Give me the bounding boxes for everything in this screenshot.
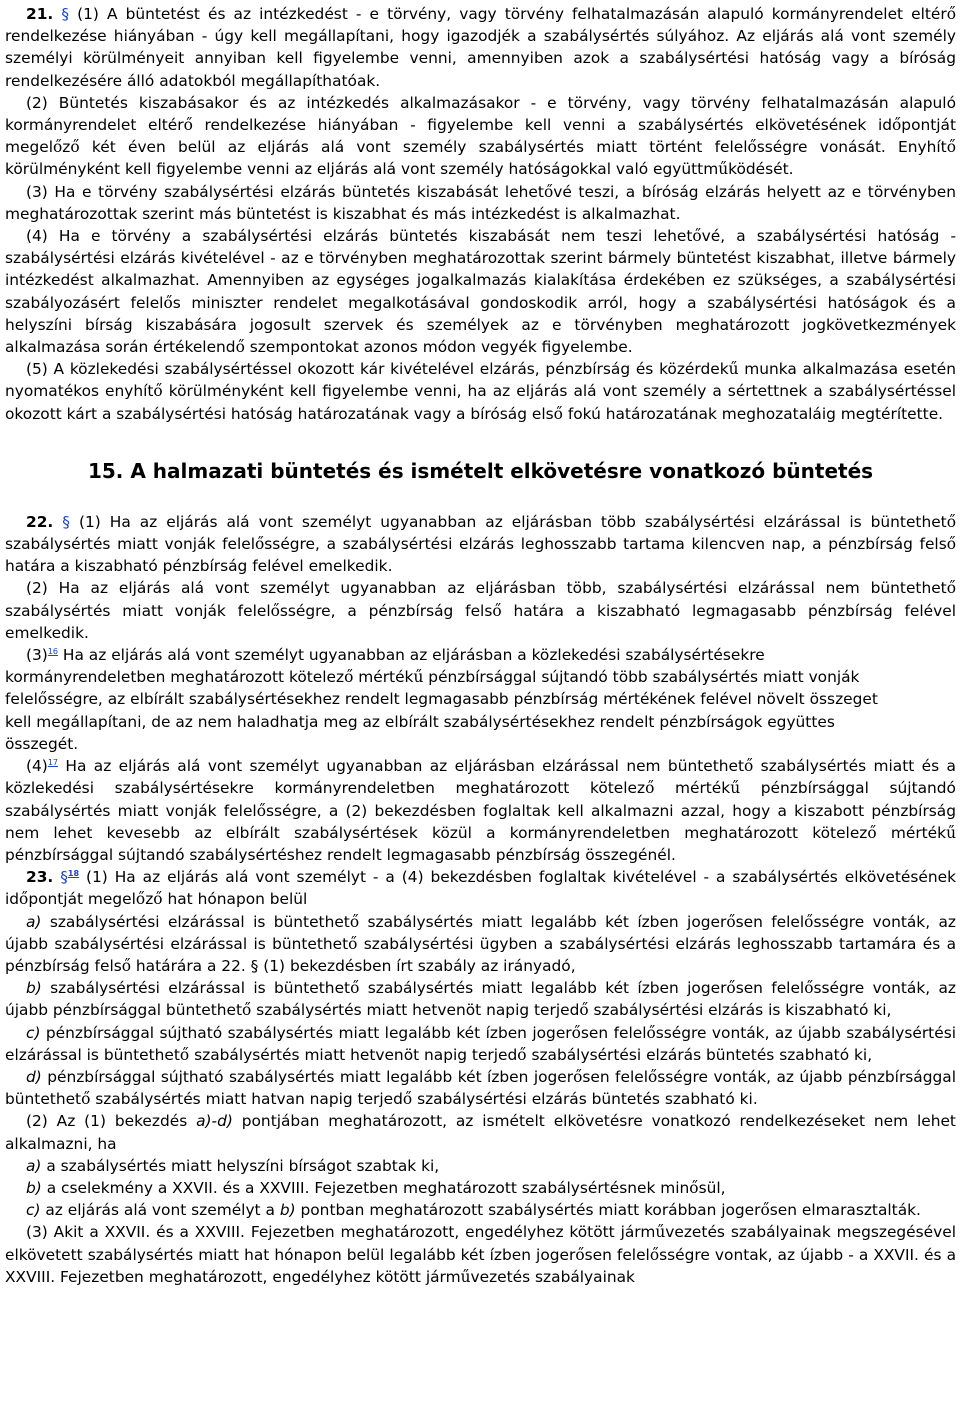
footnote-ref-link[interactable]: 16 [47, 646, 58, 656]
item-letter: c) [26, 1023, 41, 1042]
list-item-a [5, 1155, 956, 1177]
item-letter: d) [26, 1067, 42, 1086]
list-item-b [5, 1177, 956, 1199]
item-letter: c) [26, 1201, 41, 1220]
section-23-paragraph-1 [5, 866, 956, 910]
point-reference: b) [279, 1201, 296, 1220]
section-23-paragraph-2 [5, 1110, 956, 1154]
item-text: szabálysértési elzárással is büntethető szabálysértés miatt legalább két ízben jogerősen felelősségre vonták, az újabb szabálysértési elzárással is büntethető szabálysértési ügyben a szabálysértési elzárás leghosszabb tartamára és a pénzbírság felső határára a 22. § (1) bekezdésben írt szabály az irányadó, [5, 912, 957, 975]
section-22-paragraph-4 [5, 755, 956, 866]
point-reference: a)-d) [196, 1112, 233, 1131]
item-letter: a) [26, 1156, 42, 1175]
list-item-d [5, 1066, 956, 1110]
item-letter: b) [26, 979, 42, 998]
section-21-paragraph-2: (2) Büntetés kiszabásakor és az intézkedés alkalmazásakor - e törvény, vagy törvény felhatalmazásán alapuló kormányrendelet eltérő rendelkezése hiányában - figyelembe kell venni a szabálysértés elkövetésének időpontját megelőző két éven belül az eljárás alá vont személy szabálysértés miatt történt felelősségre vonását. Enyhítő körülményként kell figyelembe venni az eljárás alá vont személy hatóságokkal való együttműködését. [5, 93, 957, 179]
list-item-c [5, 1022, 956, 1066]
list-item-c [5, 1199, 956, 1221]
section-21-number: 21. [26, 5, 54, 23]
item-text: szabálysértési elzárással is büntethető szabálysértés miatt legalább két ízben jogerősen felelősségre vonták, az újabb pénzbírsággal büntethető szabálysértés miatt hetvenöt napig terjedő szabálysértési elzárás is kiszabható ki, [5, 979, 956, 1020]
paragraph-label: (4) [26, 757, 48, 776]
section-21-paragraph-5: (5) A közlekedési szabálysértéssel okozott kár kivételével elzárás, pénzbírság és közérdekű munka alkalmazása esetén nyomatékos enyhítő körülményként kell figyelembe venni, ha az eljárás alá vont személy a sértettnek a szabálysértéssel okozott kárt a szabálysértési hatóság határozatának vagy a bíróság első fokú határozatának meghozataláig megtérítette. [5, 360, 956, 423]
item-letter: a) [26, 912, 42, 931]
list-item-b [5, 977, 956, 1021]
paragraph-text: Ha az eljárás alá vont személyt ugyanabban az eljárásban a közlekedési szabálysértésekre [62, 646, 765, 665]
item-text: az eljárás alá vont személyt a [45, 1201, 275, 1220]
section-23-paragraph-3: (3) Akit a XXVII. és a XXVIII. Fejezetben meghatározott, engedélyhez kötött járművezetés szabályainak megszegésével elkövetett szabálysértés miatt hat hónapon belül legalább két ízben jogerősen felelősségre vontak, az újabb - a XXVII. és a XXVIII. Fejezetben meghatározott, engedélyhez kötött járművezetés szabályainak [5, 1223, 957, 1286]
section-22-paragraph-1 [5, 511, 956, 578]
section-22-paragraph-3-line-3: felelősségre, az elbírált szabálysértésekhez rendelt legmagasabb pénzbírság mértékének felével növelt összeget [5, 690, 878, 709]
section-22-paragraph-3-line-4: kell megállapítani, de az nem haladhatja meg az elbírált szabálysértésekhez rendelt pénzbírságok együttes [5, 712, 835, 731]
section-22-paragraph-3-line-2: kormányrendeletben meghatározott kötelező mértékű pénzbírsággal sújtandó több szabálysértés miatt vonják [5, 668, 860, 687]
section-21-text-1: (1) A büntetést és az intézkedést - e törvény, vagy törvény felhatalmazásán alapuló kormányrendelet eltérő rendelkezése hiányában - úgy kell megállapítani, hogy igazodjék a szabálysértés súlyához. Az eljárás alá vont személy személyi körülményeit annyiban kell figyelembe venni, amennyiben azok a szabálysértési hatóság vagy a bíróság rendelkezésére álló adatokból megállapíthatóak. [5, 5, 956, 90]
section-22-paragraph-2: (2) Ha az eljárás alá vont személyt ugyanabban az eljárásban több, szabálysértési elzárással nem büntethető szabálysértés miatt vonják felelősségre, a pénzbírság felső határa a kiszabható legmagasabb pénzbírság felével emelkedik. [5, 579, 956, 642]
section-22-text-1: (1) Ha az eljárás alá vont személyt ugyanabban az eljárásban több szabálysértési elzárással is büntethető szabálysértés miatt vonják felelősségre, a szabálysértési elzárás leghosszabb tartama kilencven nap, a pénzbírság felső határa a kiszabható pénzbírság felével emelkedik. [5, 512, 957, 576]
item-text: a cselekmény a XXVII. és a XXVIII. Fejezetben meghatározott szabálysértésnek minősül, [46, 1178, 726, 1197]
item-text: pontban meghatározott szabálysértés miatt korábban jogerősen elmarasztalták. [300, 1201, 921, 1220]
item-text: pénzbírsággal sújtható szabálysértés miatt legalább két ízben jogerősen felelősségre vonták, az újabb pénzbírsággal büntethető szabálysértés miatt hatvan napig terjedő szabálysértési elzárás büntetés szabható ki. [5, 1067, 956, 1109]
section-23-text-1: (1) Ha az eljárás alá vont személyt - a (4) bekezdésben foglaltak kivételével - a szabálysértés elkövetésének időpontját megelőző hat hónapon belül [5, 868, 956, 909]
paragraph-text: (2) Az (1) bekezdés [26, 1112, 188, 1131]
item-text: pénzbírsággal sújtható szabálysértés miatt legalább két ízben jogerősen felelősségre vonták, az újabb szabálysértési elzárással is büntethető szabálysértés miatt hetvenöt napig terjedő szabálysértési elzárás büntetés szabható ki, [5, 1023, 956, 1064]
section-sign-link[interactable]: § [60, 868, 68, 887]
section-21-paragraph-4: (4) Ha e törvény a szabálysértési elzárás büntetés kiszabását nem teszi lehetővé, a szabálysértési hatóság - szabálysértési elzárás kivételével - az e törvényben meghatározottak szerint bármely büntetést kiszabhat, illetve bármely intézkedést alkalmazhat. Amennyiben az egységes jogalkalmazás kialakítása érdekében ez szükséges, a szabálysértési szabályozásért felelős miniszter rendelet megalkotásával gondoskodik arról, hogy a szabálysértési hatóságok és a helyszíni bírság kiszabására jogosult szervek és személyek az e törvényben meghatározott jogkövetkezmények alkalmazása során értékelendő szempontokat azonos módon vegyék figyelembe. [5, 227, 956, 357]
footnote-ref-link[interactable]: 17 [47, 757, 58, 767]
paragraph-text: Ha az eljárás alá vont személyt ugyanabban az eljárásban elzárással nem büntethető szabálysértés miatt és a közlekedési szabálysértésekre kormányrendeletben meghatározott kötelező mértékű pénzbírsággal sújtandó szabálysértés miatt vonják felelősségre, a (2) bekezdésben foglaltak kell alkalmazni azzal, hogy a kiszabott pénzbírság nem lehet kevesebb az elbírált szabálysértések közül a kormányrendeletben meghatározott kötelező mértékű pénzbírsággal sújtandó szabálysértéshez rendelt legmagasabb pénzbírság összegénél. [5, 757, 956, 864]
item-letter: b) [26, 1178, 42, 1197]
section-23-number: 23. [26, 868, 54, 887]
paragraph-label: (3) [26, 646, 48, 665]
list-item-a [5, 911, 956, 978]
section-21-paragraph-3: (3) Ha e törvény szabálysértési elzárás büntetés kiszabását lehetővé teszi, a bíróság elzárás helyett az e törvényben meghatározottak szerint más büntetést is kiszabhat és más intézkedést is alkalmazhat. [5, 182, 956, 223]
section-sign-link[interactable]: § [62, 512, 70, 531]
chapter-heading: 15. A halmazati büntetés és ismételt elkövetésre vonatkozó büntetés [87, 458, 874, 483]
section-21-paragraph-1 [5, 3, 956, 92]
section-22-paragraph-3-line-5: összegét. [5, 734, 79, 753]
section-22-paragraph-3-line-1 [5, 644, 956, 666]
section-22-number: 22. [26, 512, 54, 531]
section-sign-link[interactable]: § [61, 5, 70, 23]
item-text: a szabálysértés miatt helyszíni bírságot szabtak ki, [46, 1156, 440, 1175]
paragraph-text: pontjában meghatározott, az ismételt elkövetésre vonatkozó rendelkezéseket nem lehet alkalmazni, ha [5, 1112, 956, 1153]
section-22-paragraph-3 [5, 644, 956, 755]
footnote-ref-link[interactable]: 18 [67, 868, 80, 878]
